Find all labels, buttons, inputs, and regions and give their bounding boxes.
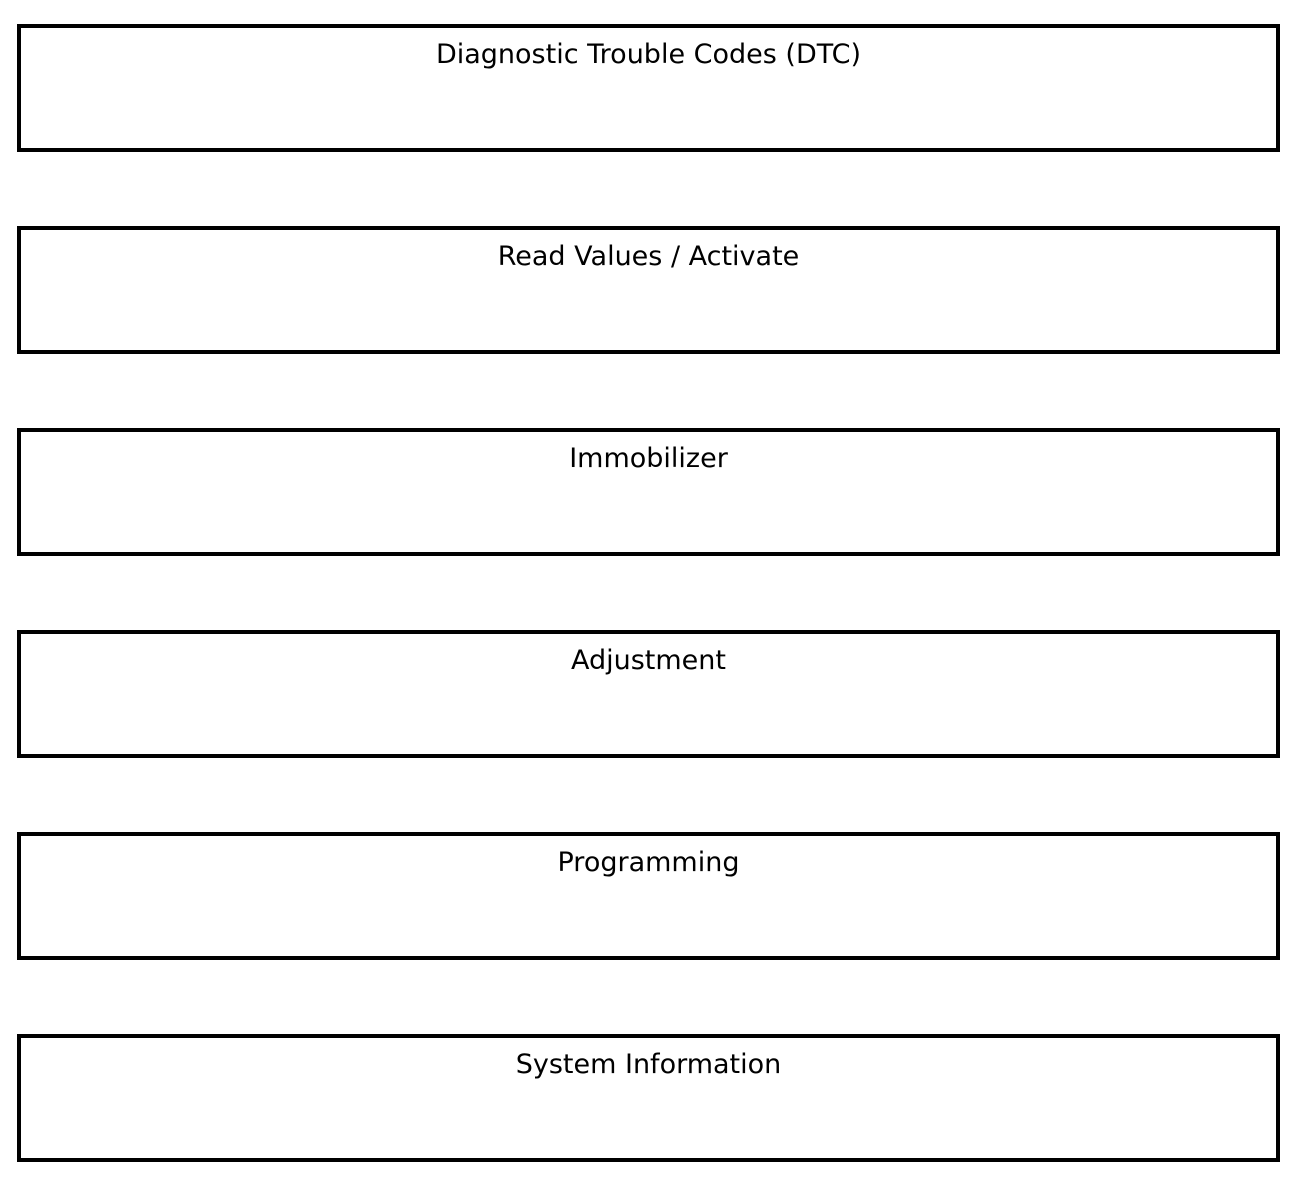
menu-button-diagnostic-trouble-codes[interactable] (17, 24, 1280, 152)
menu-button-label: Immobilizer (569, 443, 728, 474)
menu-button-label: Diagnostic Trouble Codes (DTC) (435, 39, 862, 70)
menu-button-programming[interactable] (17, 832, 1280, 960)
menu-button-read-values-activate[interactable] (17, 226, 1280, 354)
menu-button-label: Programming (557, 847, 740, 878)
diagnostic-function-menu (17, 24, 1280, 1162)
menu-button-adjustment[interactable] (17, 630, 1280, 758)
menu-button-label: System Information (515, 1049, 782, 1080)
menu-button-system-information[interactable] (17, 1034, 1280, 1162)
menu-button-immobilizer[interactable] (17, 428, 1280, 556)
menu-button-label: Read Values / Activate (497, 241, 800, 272)
menu-button-label: Adjustment (570, 645, 726, 676)
